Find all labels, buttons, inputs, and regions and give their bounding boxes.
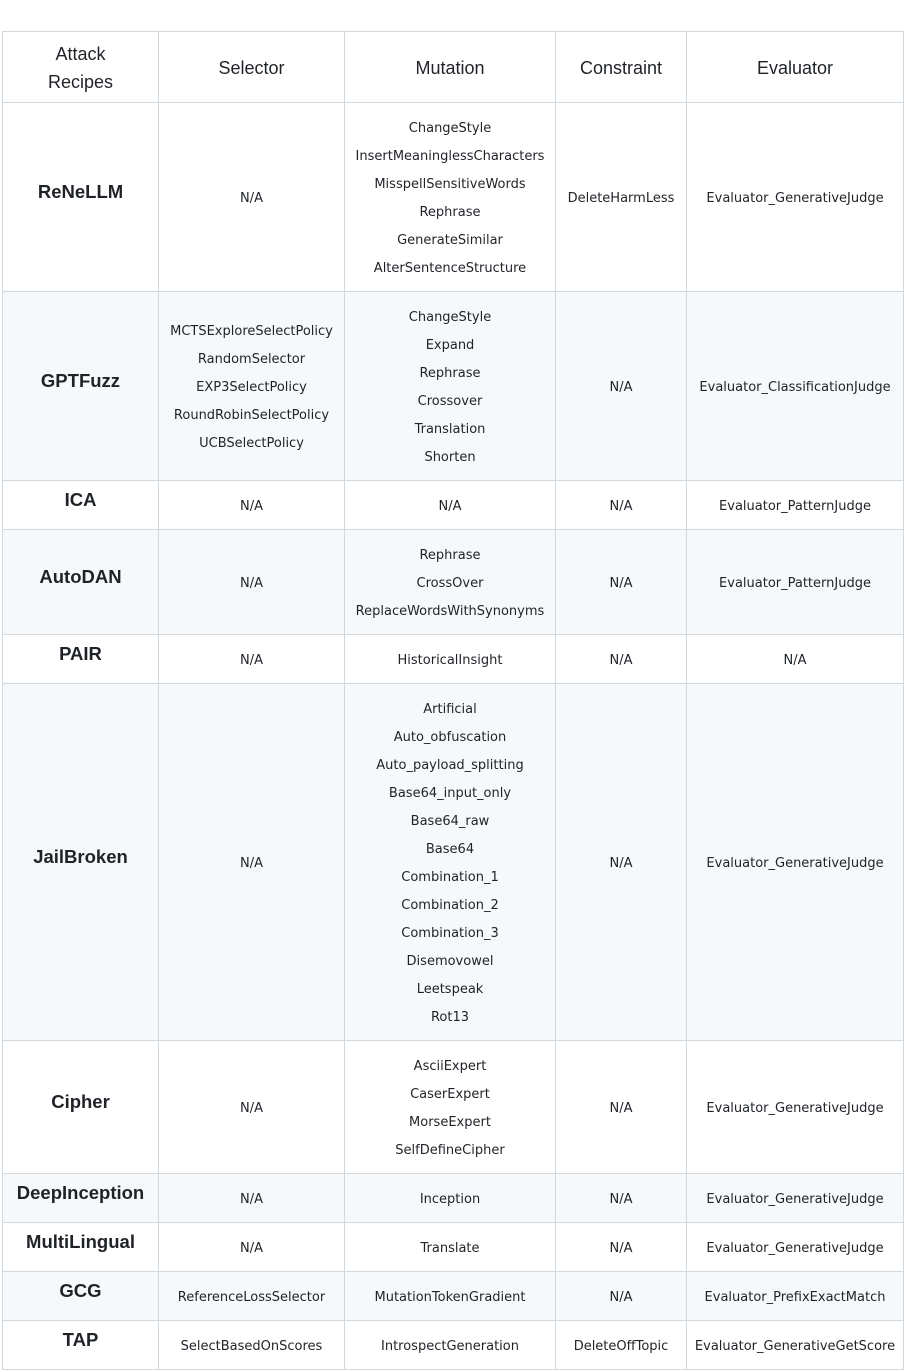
mutation-entry: HistoricalInsight xyxy=(397,653,503,668)
constraint-entry: N/A xyxy=(609,380,633,395)
recipe-name-cell xyxy=(3,481,159,530)
selector-entry: SelectBasedOnScores xyxy=(180,1339,323,1354)
recipe-name-cell xyxy=(3,292,159,481)
header-constraint: Constraint xyxy=(556,32,687,103)
selector-cell xyxy=(159,635,345,684)
mutation-entry: Rephrase xyxy=(419,548,481,563)
header-evaluator: Evaluator xyxy=(687,32,904,103)
header-selector: Selector xyxy=(159,32,345,103)
recipe-name: AutoDAN xyxy=(39,566,122,587)
recipe-name: GPTFuzz xyxy=(40,370,121,391)
mutation-entry: MorseExpert xyxy=(409,1115,491,1130)
header-attack-recipes: Attack Recipes xyxy=(3,32,159,103)
mutation-entry: Rephrase xyxy=(419,205,481,220)
selector-entry: N/A xyxy=(240,576,263,591)
header-mutation: Mutation xyxy=(345,32,556,103)
constraint-entry: N/A xyxy=(609,856,633,871)
selector-entry: N/A xyxy=(240,653,263,668)
mutation-entry: Auto_obfuscation xyxy=(393,730,507,745)
constraint-cell xyxy=(556,1041,687,1174)
mutation-cell xyxy=(345,530,556,635)
mutation-entry: Base64_raw xyxy=(410,814,490,829)
constraint-cell xyxy=(556,684,687,1041)
mutation-entry: Combination_2 xyxy=(401,898,499,913)
selector-entry: RandomSelector xyxy=(197,352,306,367)
mutation-entry: GenerateSimilar xyxy=(397,233,503,248)
constraint-cell xyxy=(556,1272,687,1321)
constraint-cell xyxy=(556,635,687,684)
mutation-entry: IntrospectGeneration xyxy=(381,1339,519,1354)
attack-recipes-table-container xyxy=(2,31,903,1370)
mutation-entry: Translation xyxy=(414,422,486,437)
table-row xyxy=(3,292,904,481)
table-row xyxy=(3,1321,904,1370)
recipe-name-cell xyxy=(3,1321,159,1370)
recipe-name-cell xyxy=(3,1272,159,1321)
selector-cell xyxy=(159,1321,345,1370)
mutation-cell xyxy=(345,1272,556,1321)
mutation-entry: InsertMeaninglessCharacters xyxy=(355,149,545,164)
recipe-name: PAIR xyxy=(59,643,102,664)
evaluator-entry: Evaluator_GenerativeJudge xyxy=(706,191,884,206)
header-row xyxy=(3,32,904,103)
recipe-name-cell xyxy=(3,530,159,635)
recipe-name-cell xyxy=(3,635,159,684)
evaluator-cell xyxy=(687,530,904,635)
mutation-entry: ChangeStyle xyxy=(408,310,492,325)
table-row xyxy=(3,1041,904,1174)
evaluator-cell xyxy=(687,103,904,292)
selector-cell xyxy=(159,1272,345,1321)
attack-recipes-table xyxy=(2,31,904,1370)
mutation-cell xyxy=(345,1223,556,1272)
mutation-entry: CaserExpert xyxy=(410,1087,490,1102)
mutation-cell xyxy=(345,481,556,530)
constraint-entry: N/A xyxy=(609,499,633,514)
mutation-entry: SelfDefineCipher xyxy=(395,1143,505,1158)
mutation-entry: Auto_payload_splitting xyxy=(376,758,524,773)
mutation-entry: Disemovowel xyxy=(406,954,494,969)
recipe-name-cell xyxy=(3,684,159,1041)
mutation-entry: ReplaceWordsWithSynonyms xyxy=(355,604,545,619)
evaluator-cell xyxy=(687,1041,904,1174)
constraint-entry: N/A xyxy=(609,1290,633,1305)
constraint-cell xyxy=(556,292,687,481)
constraint-entry: DeleteHarmLess xyxy=(567,191,675,206)
constraint-cell xyxy=(556,1321,687,1370)
constraint-entry: N/A xyxy=(609,1241,633,1256)
recipe-name: DeepInception xyxy=(16,1182,145,1203)
mutation-entry: MisspellSensitiveWords xyxy=(374,177,526,192)
mutation-entry: N/A xyxy=(438,499,462,514)
selector-cell xyxy=(159,1174,345,1223)
recipe-name: JailBroken xyxy=(33,846,128,867)
selector-entry: N/A xyxy=(240,1101,263,1116)
mutation-cell xyxy=(345,635,556,684)
mutation-entry: Base64_input_only xyxy=(388,786,512,801)
constraint-entry: DeleteOffTopic xyxy=(573,1339,669,1354)
mutation-entry: Base64 xyxy=(425,842,475,857)
selector-entry: UCBSelectPolicy xyxy=(199,436,304,451)
recipe-name-cell xyxy=(3,1174,159,1223)
mutation-entry: Crossover xyxy=(417,394,483,409)
mutation-entry: Shorten xyxy=(424,450,476,465)
recipe-name: Cipher xyxy=(51,1091,110,1112)
table-row xyxy=(3,530,904,635)
evaluator-entry: N/A xyxy=(783,653,807,668)
evaluator-cell xyxy=(687,1272,904,1321)
selector-entry: MCTSExploreSelectPolicy xyxy=(170,324,333,339)
table-row xyxy=(3,1174,904,1223)
mutation-entry: CrossOver xyxy=(416,576,484,591)
recipe-name: ICA xyxy=(64,489,97,510)
constraint-cell xyxy=(556,1223,687,1272)
selector-entry: N/A xyxy=(240,1192,263,1207)
recipe-name-cell xyxy=(3,1041,159,1174)
mutation-entry: AlterSentenceStructure xyxy=(373,261,527,276)
constraint-entry: N/A xyxy=(609,576,633,591)
table-body xyxy=(3,103,904,1370)
mutation-entry: MutationTokenGradient xyxy=(374,1290,526,1305)
constraint-cell xyxy=(556,530,687,635)
evaluator-cell xyxy=(687,1174,904,1223)
evaluator-entry: Evaluator_PatternJudge xyxy=(719,499,871,514)
mutation-entry: ChangeStyle xyxy=(408,121,492,136)
mutation-cell xyxy=(345,292,556,481)
selector-cell xyxy=(159,1223,345,1272)
evaluator-entry: Evaluator_ClassificationJudge xyxy=(699,380,891,395)
recipe-name: TAP xyxy=(62,1329,99,1350)
table-row xyxy=(3,1272,904,1321)
evaluator-cell xyxy=(687,684,904,1041)
recipe-name-cell xyxy=(3,103,159,292)
evaluator-entry: Evaluator_GenerativeGetScore xyxy=(694,1339,896,1354)
mutation-entry: Combination_3 xyxy=(401,926,499,941)
selector-cell xyxy=(159,292,345,481)
evaluator-entry: Evaluator_GenerativeJudge xyxy=(706,856,884,871)
constraint-cell xyxy=(556,103,687,292)
evaluator-cell xyxy=(687,481,904,530)
evaluator-cell xyxy=(687,635,904,684)
constraint-entry: N/A xyxy=(609,653,633,668)
table-row xyxy=(3,103,904,292)
selector-entry: RoundRobinSelectPolicy xyxy=(173,408,330,423)
selector-cell xyxy=(159,530,345,635)
mutation-cell xyxy=(345,1174,556,1223)
selector-entry: N/A xyxy=(240,499,263,514)
selector-cell xyxy=(159,684,345,1041)
selector-entry: ReferenceLossSelector xyxy=(177,1290,326,1305)
recipe-name-cell xyxy=(3,1223,159,1272)
mutation-entry: AsciiExpert xyxy=(413,1059,487,1074)
evaluator-cell xyxy=(687,1321,904,1370)
mutation-cell xyxy=(345,103,556,292)
mutation-entry: Inception xyxy=(419,1192,481,1207)
mutation-cell xyxy=(345,1041,556,1174)
recipe-name: MultiLingual xyxy=(26,1231,135,1252)
mutation-entry: Rot13 xyxy=(430,1010,470,1025)
evaluator-entry: Evaluator_GenerativeJudge xyxy=(706,1241,884,1256)
evaluator-entry: Evaluator_PatternJudge xyxy=(719,576,871,591)
mutation-entry: Expand xyxy=(425,338,475,353)
mutation-entry: Translate xyxy=(420,1241,480,1256)
table-row xyxy=(3,1223,904,1272)
evaluator-cell xyxy=(687,1223,904,1272)
mutation-entry: Artificial xyxy=(423,702,477,717)
table-row xyxy=(3,635,904,684)
selector-cell xyxy=(159,481,345,530)
mutation-entry: Rephrase xyxy=(419,366,481,381)
selector-cell xyxy=(159,1041,345,1174)
selector-entry: N/A xyxy=(240,191,263,206)
selector-entry: N/A xyxy=(240,1241,263,1256)
evaluator-cell xyxy=(687,292,904,481)
recipe-name: ReNeLLM xyxy=(37,181,124,202)
evaluator-entry: Evaluator_GenerativeJudge xyxy=(706,1101,884,1116)
mutation-entry: Combination_1 xyxy=(401,870,499,885)
selector-entry: EXP3SelectPolicy xyxy=(196,380,307,395)
table-row xyxy=(3,684,904,1041)
mutation-cell xyxy=(345,1321,556,1370)
table-header xyxy=(3,32,904,103)
mutation-entry: Leetspeak xyxy=(416,982,484,997)
recipe-name: GCG xyxy=(59,1280,102,1301)
selector-cell xyxy=(159,103,345,292)
selector-entry: N/A xyxy=(240,856,263,871)
evaluator-entry: Evaluator_PrefixExactMatch xyxy=(704,1290,886,1305)
constraint-entry: N/A xyxy=(609,1192,633,1207)
table-row xyxy=(3,481,904,530)
mutation-cell xyxy=(345,684,556,1041)
evaluator-entry: Evaluator_GenerativeJudge xyxy=(706,1192,884,1207)
constraint-cell xyxy=(556,481,687,530)
constraint-cell xyxy=(556,1174,687,1223)
constraint-entry: N/A xyxy=(609,1101,633,1116)
